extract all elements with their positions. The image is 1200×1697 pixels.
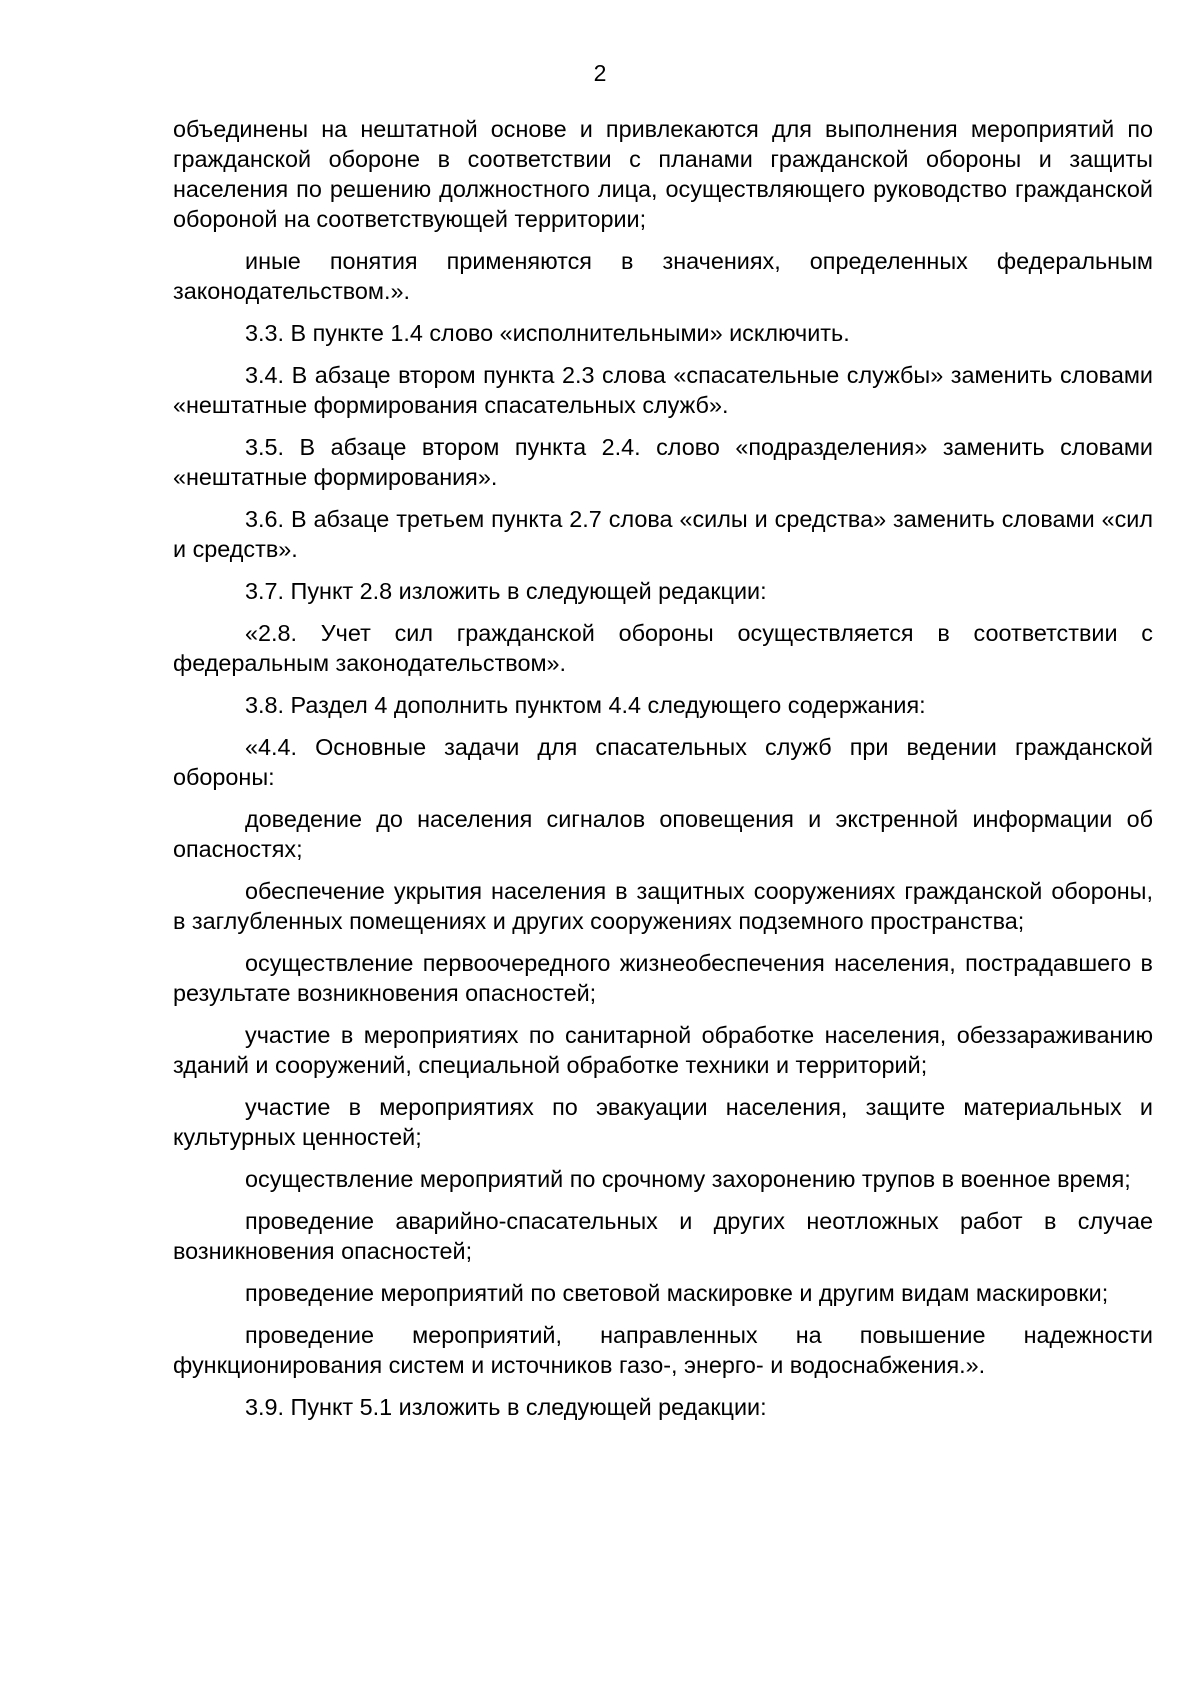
paragraph-2-8-quote: «2.8. Учет сил гражданской обороны осуществляется в соответствии с федеральным законодательством». — [173, 620, 1153, 676]
paragraph-3-5: 3.5. В абзаце втором пункта 2.4. слово «подразделения» заменить словами «нештатные формирования». — [173, 434, 1153, 490]
list-item-task: проведение мероприятий, направленных на повышение надежности функционирования систем и источников газо-, энерго- и водоснабжения.». — [173, 1322, 1153, 1378]
paragraph-3-7: 3.7. Пункт 2.8 изложить в следующей редакции: — [245, 578, 767, 604]
list-item-task: доведение до населения сигналов оповещения и экстренной информации об опасностях; — [173, 806, 1153, 862]
list-item-task: осуществление первоочередного жизнеобеспечения населения, пострадавшего в результате возникновения опасностей; — [173, 950, 1153, 1006]
paragraph-other-terms: иные понятия применяются в значениях, определенных федеральным законодательством.». — [173, 248, 1153, 304]
list-item-task: проведение аварийно-спасательных и других неотложных работ в случае возникновения опасностей; — [173, 1208, 1153, 1264]
paragraph-4-4-quote: «4.4. Основные задачи для спасательных служб при ведении гражданской обороны: — [173, 734, 1153, 790]
paragraph-3-6: 3.6. В абзаце третьем пункта 2.7 слова «силы и средства» заменить словами «сил и средств». — [173, 506, 1153, 562]
paragraph-3-4: 3.4. В абзаце втором пункта 2.3 слова «спасательные службы» заменить словами «нештатные формирования спасательных служб». — [173, 362, 1153, 418]
paragraph-3-8: 3.8. Раздел 4 дополнить пунктом 4.4 следующего содержания: — [245, 692, 926, 718]
page-number: 2 — [593, 60, 607, 86]
list-item-task: осуществление мероприятий по срочному захоронению трупов в военное время; — [245, 1166, 1131, 1192]
list-item-task: обеспечение укрытия населения в защитных сооружениях гражданской обороны, в заглубленных помещениях и других сооружениях подземного пространства; — [173, 878, 1153, 934]
list-item-task: проведение мероприятий по световой маскировке и другим видам маскировки; — [245, 1280, 1109, 1306]
list-item-task: участие в мероприятиях по эвакуации населения, защите материальных и культурных ценностей; — [173, 1094, 1153, 1150]
document-body — [173, 114, 1153, 1434]
list-item-task: участие в мероприятиях по санитарной обработке населения, обеззараживанию зданий и сооружений, специальной обработке техники и территорий; — [173, 1022, 1153, 1078]
paragraph-3-3: 3.3. В пункте 1.4 слово «исполнительными» исключить. — [245, 320, 850, 346]
paragraph-continuation: объединены на нештатной основе и привлекаются для выполнения мероприятий по гражданской обороне в соответствии с планами гражданской обороны и защиты населения по решению должностного лица, осуществляющего руководство гражданской обороной на соответствующей территории; — [173, 116, 1153, 232]
paragraph-3-9: 3.9. Пункт 5.1 изложить в следующей редакции: — [245, 1394, 767, 1420]
